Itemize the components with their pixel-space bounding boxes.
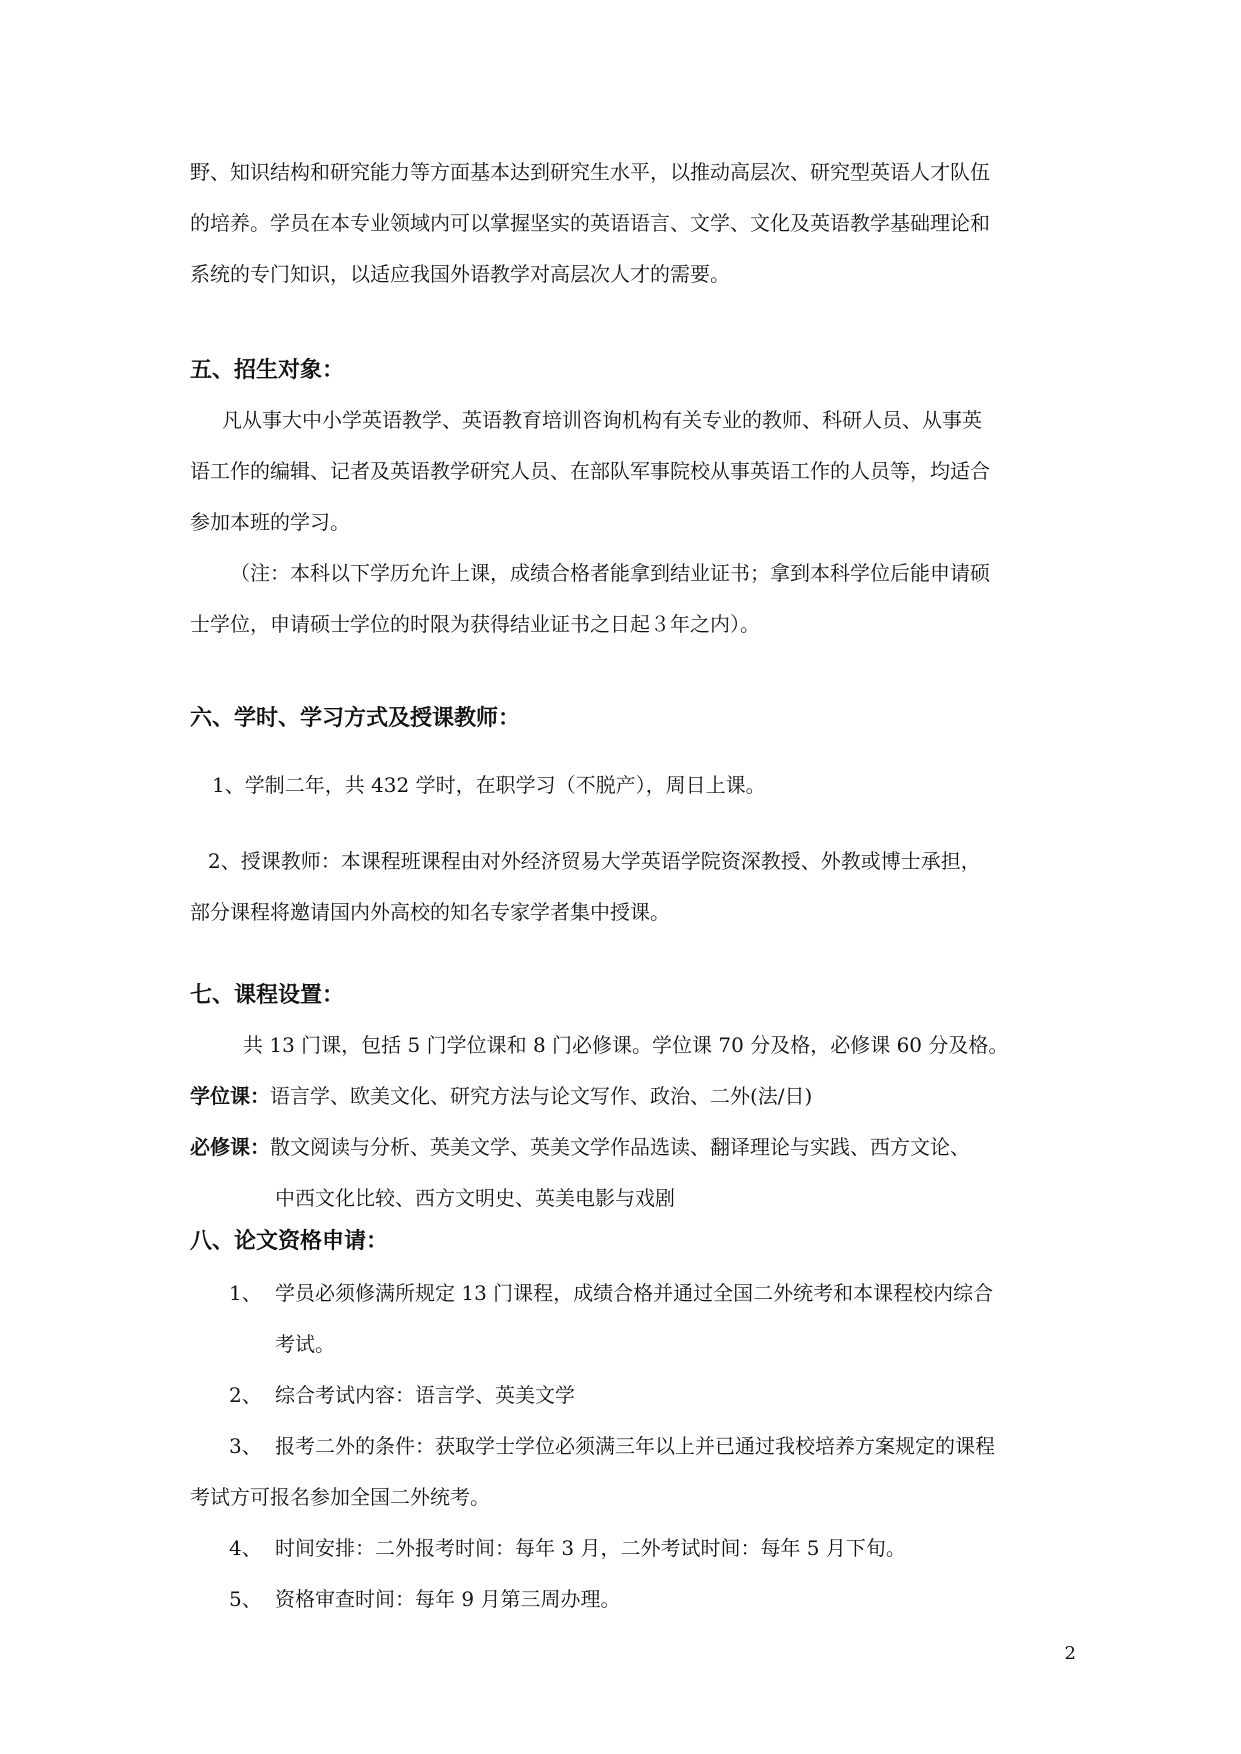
- section6-item-2-line-1: 2、授课教师：本课程班课程由对外经济贸易大学英语学院资深教授、外教或博士承担，: [208, 849, 981, 873]
- section7-summary: 共 13 门课，包括 5 门学位课和 8 门必修课。学位课 70 分及格，必修课 60 分及格。: [243, 1033, 1009, 1057]
- item-number: 1、: [229, 1281, 262, 1305]
- section8-item-3-cont: 考试方可报名参加全国二外统考。: [190, 1485, 490, 1509]
- degree-courses-label: 学位课：: [190, 1084, 270, 1108]
- item-text: 综合考试内容：语言学、英美文学: [275, 1383, 575, 1407]
- item-number: 5、: [229, 1587, 262, 1611]
- section5-note-line-1: （注：本科以下学历允许上课，成绩合格者能拿到结业证书；拿到本科学位后能申请硕: [230, 561, 990, 585]
- item-number: 3、: [229, 1434, 262, 1458]
- section6-item-1: 1、学制二年，共 432 学时，在职学习（不脱产），周日上课。: [212, 773, 766, 797]
- section5-line-1: 凡从事大中小学英语教学、英语教育培训咨询机构有关专业的教师、科研人员、从事英: [222, 408, 982, 432]
- section8-item-4: [229, 1533, 1109, 1563]
- intro-line-2: 的培养。学员在本专业领域内可以掌握坚实的英语语言、文学、文化及英语教学基础理论和: [190, 211, 990, 235]
- item-text: 学员必须修满所规定 13 门课程，成绩合格并通过全国二外统考和本课程校内综合: [275, 1281, 994, 1305]
- item-number: 2、: [229, 1383, 262, 1407]
- section8-item-1-cont: 考试。: [275, 1332, 335, 1356]
- page-number: 2: [1064, 1643, 1076, 1664]
- section8-item-2: [229, 1380, 1109, 1410]
- required-courses-list-2: 中西文化比较、西方文明史、英美电影与戏剧: [275, 1186, 675, 1210]
- degree-courses-row: [190, 1081, 1070, 1111]
- section8-item-3: [229, 1431, 1109, 1461]
- section5-note-line-2: 士学位，申请硕士学位的时限为获得结业证书之日起３年之内）。: [190, 612, 760, 636]
- section8-item-1: [229, 1278, 1109, 1308]
- item-text: 资格审查时间：每年 9 月第三周办理。: [275, 1587, 621, 1611]
- section5-line-2: 语工作的编辑、记者及英语教学研究人员、在部队军事院校从事英语工作的人员等，均适合: [190, 459, 990, 483]
- section5-heading: 五、招生对象：: [190, 358, 345, 383]
- section7-heading: 七、课程设置：: [190, 983, 345, 1008]
- section6-item-2-line-2: 部分课程将邀请国内外高校的知名专家学者集中授课。: [190, 900, 670, 924]
- section6-heading: 六、学时、学习方式及授课教师：: [190, 706, 521, 731]
- item-text: 时间安排：二外报考时间：每年 3 月，二外考试时间：每年 5 月下旬。: [275, 1536, 906, 1560]
- item-text: 报考二外的条件：获取学士学位必须满三年以上并已通过我校培养方案规定的课程: [275, 1434, 995, 1458]
- intro-line-3: 系统的专门知识，以适应我国外语教学对高层次人才的需要。: [190, 262, 730, 286]
- required-courses-label: 必修课：: [190, 1135, 270, 1159]
- section8-item-5: [229, 1584, 1109, 1614]
- required-courses-list-1: 散文阅读与分析、英美文学、英美文学作品选读、翻译理论与实践、西方文论、: [270, 1135, 970, 1159]
- intro-line-1: 野、知识结构和研究能力等方面基本达到研究生水平，以推动高层次、研究型英语人才队伍: [190, 160, 990, 184]
- degree-courses-list: 语言学、欧美文化、研究方法与论文写作、政治、二外(法/日): [270, 1084, 813, 1108]
- section5-line-3: 参加本班的学习。: [190, 510, 350, 534]
- required-courses-row: [190, 1132, 1070, 1162]
- item-number: 4、: [229, 1536, 262, 1560]
- section8-heading: 八、论文资格申请：: [190, 1229, 389, 1254]
